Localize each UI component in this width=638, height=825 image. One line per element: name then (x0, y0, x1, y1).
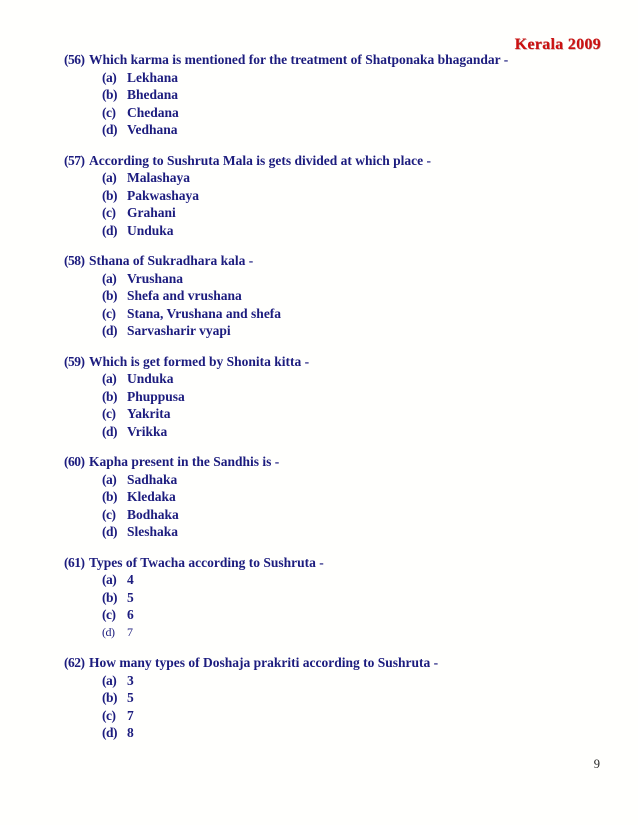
option-row (64, 423, 614, 441)
question-stem: How many types of Doshaja prakriti according to Sushruta - (89, 655, 439, 670)
option-label: (a) (102, 572, 117, 587)
option-row (64, 322, 614, 340)
option-text: Malashaya (127, 170, 191, 185)
option-row (64, 624, 614, 642)
option-label: (b) (102, 589, 117, 605)
option-row (64, 523, 614, 541)
option-text: Sadhaka (127, 471, 178, 487)
option-text: Pakwashaya (127, 187, 200, 203)
option-label: (d) (102, 222, 117, 238)
option-row (64, 471, 614, 489)
option-text: 3 (127, 672, 134, 688)
option-row (64, 405, 614, 423)
option-label: (a) (102, 471, 117, 487)
option-label: (a) (102, 69, 117, 85)
question-stem: Kapha present in the Sandhis is - (89, 454, 280, 469)
option-text: Phuppusa (127, 388, 185, 404)
option-text: Lekhana (127, 69, 179, 85)
option-label: (b) (102, 388, 117, 404)
option-row (64, 506, 614, 524)
option-text: 8 (127, 725, 134, 740)
option-text: Chedana (127, 104, 179, 120)
option-label: (b) (102, 288, 117, 303)
question-block-58 (64, 252, 614, 340)
question-stem: Which karma is mentioned for the treatment of Shatponaka bhagandar - (89, 52, 509, 67)
question-block-62 (64, 654, 614, 742)
option-label: (c) (102, 205, 116, 220)
option-row (64, 169, 614, 187)
question-block-59 (64, 353, 614, 441)
option-row (64, 571, 614, 589)
option-row (64, 606, 614, 624)
question-block-61 (64, 554, 614, 642)
option-label: (a) (102, 672, 117, 688)
option-label: (c) (102, 406, 116, 421)
option-label: (c) (102, 506, 116, 522)
option-text: Vedhana (127, 122, 178, 137)
option-label: (d) (102, 423, 117, 439)
question-number: (61) (64, 554, 85, 570)
option-label: (c) (102, 707, 116, 723)
option-row (64, 707, 614, 725)
option-row (64, 589, 614, 607)
option-text: 6 (127, 607, 134, 622)
option-text: Bhedana (127, 87, 179, 102)
question-row (64, 353, 614, 371)
option-row (64, 270, 614, 288)
option-label: (c) (102, 305, 116, 321)
question-stem: Sthana of Sukradhara kala - (89, 253, 254, 268)
question-number: (58) (64, 253, 85, 268)
option-row (64, 305, 614, 323)
option-text: Sleshaka (127, 524, 179, 539)
question-number: (59) (64, 353, 85, 369)
option-row (64, 488, 614, 506)
option-label: (c) (102, 104, 116, 120)
option-row (64, 104, 614, 122)
option-text: Unduka (127, 371, 174, 386)
option-label: (c) (102, 607, 116, 622)
question-stem: Which is get formed by Shonita kitta - (89, 353, 310, 369)
option-row (64, 86, 614, 104)
option-row (64, 370, 614, 388)
question-stem: Types of Twacha according to Sushruta - (89, 554, 324, 570)
option-text: 4 (127, 572, 134, 587)
option-text: Sarvasharir vyapi (127, 323, 231, 338)
question-stem: According to Sushruta Mala is gets divided at which place - (89, 152, 432, 168)
exam-year-tag: Kerala 2009 (514, 36, 601, 53)
option-label: (b) (102, 489, 117, 504)
option-row (64, 121, 614, 139)
option-row (64, 689, 614, 707)
question-number: (56) (64, 52, 85, 67)
option-row (64, 187, 614, 205)
option-label: (d) (102, 624, 115, 639)
option-text: 5 (127, 690, 134, 705)
option-text: Vrushana (127, 270, 184, 286)
option-text: 5 (127, 589, 134, 605)
option-text: 7 (127, 707, 134, 723)
option-text: Bodhaka (127, 506, 179, 522)
question-row (64, 252, 614, 270)
question-block-57 (64, 152, 614, 240)
option-text: Unduka (127, 222, 174, 238)
question-list (64, 51, 614, 755)
question-block-60 (64, 453, 614, 541)
option-label: (a) (102, 270, 117, 286)
question-number: (57) (64, 152, 85, 168)
option-text: Stana, Vrushana and shefa (127, 305, 282, 321)
question-row (64, 51, 614, 69)
option-label: (a) (102, 371, 117, 386)
option-label: (a) (102, 170, 117, 185)
question-row (64, 654, 614, 672)
option-text: Vrikka (127, 423, 168, 439)
option-text: Shefa and vrushana (127, 288, 242, 303)
question-row (64, 554, 614, 572)
question-block-56 (64, 51, 614, 139)
question-row (64, 152, 614, 170)
option-text: Kledaka (127, 489, 176, 504)
option-row (64, 69, 614, 87)
option-label: (b) (102, 690, 117, 705)
option-row (64, 672, 614, 690)
option-label: (d) (102, 524, 117, 539)
option-row (64, 724, 614, 742)
option-label: (d) (102, 122, 117, 137)
option-text: 7 (127, 624, 133, 639)
question-row (64, 453, 614, 471)
option-label: (d) (102, 725, 117, 740)
option-label: (b) (102, 87, 117, 102)
option-row (64, 222, 614, 240)
option-text: Grahani (127, 205, 176, 220)
question-number: (60) (64, 454, 85, 469)
page-number: 9 (593, 757, 600, 771)
option-label: (d) (102, 323, 117, 338)
option-text: Yakrita (127, 406, 171, 421)
question-number: (62) (64, 655, 85, 670)
option-row (64, 388, 614, 406)
option-label: (b) (102, 187, 117, 203)
option-row (64, 287, 614, 305)
option-row (64, 204, 614, 222)
